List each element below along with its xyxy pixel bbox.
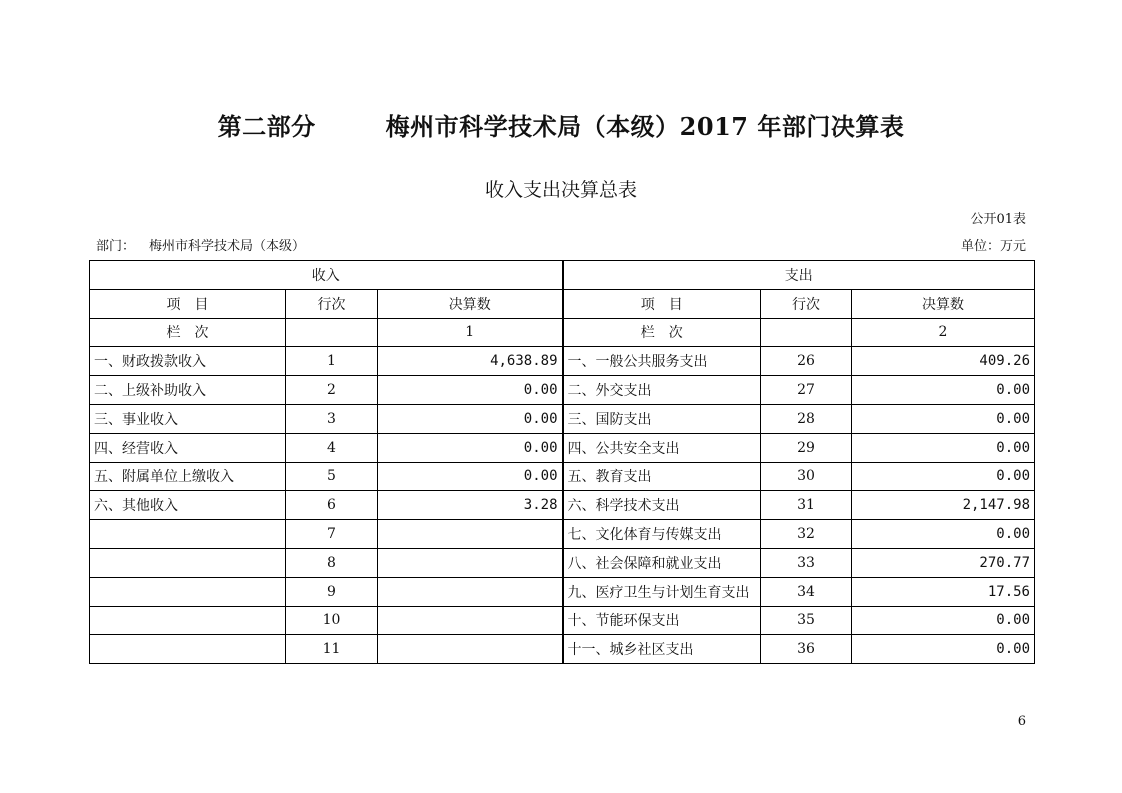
- group-header-row: [90, 261, 1035, 290]
- expense-amount: 17.56: [852, 577, 1035, 606]
- expense-row-no: 36: [761, 635, 852, 664]
- income-row-no: 9: [286, 577, 378, 606]
- income-item: 四、经营收入: [90, 433, 286, 462]
- income-item: 三、事业收入: [90, 404, 286, 433]
- expense-row-no: 27: [761, 376, 852, 405]
- expense-amount: 0.00: [852, 376, 1035, 405]
- expense-row-no: 26: [761, 347, 852, 376]
- income-item: [90, 606, 286, 635]
- income-column-label: 栏 次: [90, 318, 286, 347]
- column-index-row: [90, 318, 1035, 347]
- department-line: [96, 235, 305, 254]
- income-amount: 0.00: [378, 404, 563, 433]
- income-row-no: 10: [286, 606, 378, 635]
- title-name: 梅州市科学技术局（本级）2017 年部门决算表: [385, 112, 905, 141]
- expense-amount: 0.00: [852, 635, 1035, 664]
- title-part: 第二部分: [217, 112, 316, 141]
- expense-item: 四、公共安全支出: [563, 433, 761, 462]
- table-row: [90, 462, 1035, 491]
- expense-row-no: 32: [761, 520, 852, 549]
- income-amount: 0.00: [378, 433, 563, 462]
- table-row: [90, 376, 1035, 405]
- income-group-header: 收入: [90, 261, 563, 290]
- income-item: [90, 520, 286, 549]
- department-label: 部门：: [96, 239, 136, 254]
- expense-column-blank: [761, 318, 852, 347]
- income-row-no: 2: [286, 376, 378, 405]
- expense-row-no: 30: [761, 462, 852, 491]
- income-amount: 0.00: [378, 462, 563, 491]
- expense-amount: 270.77: [852, 548, 1035, 577]
- income-item: 一、财政拨款收入: [90, 347, 286, 376]
- department-value: 梅州市科学技术局（本级）: [149, 239, 306, 254]
- income-amount: [378, 606, 563, 635]
- table-row: [90, 491, 1035, 520]
- table-row: [90, 433, 1035, 462]
- income-item: [90, 548, 286, 577]
- expense-amount: 409.26: [852, 347, 1035, 376]
- expense-row-no-header: 行次: [761, 289, 852, 318]
- expense-item: 十、节能环保支出: [563, 606, 761, 635]
- table-row: [90, 548, 1035, 577]
- income-column-blank: [286, 318, 378, 347]
- income-item: 二、上级补助收入: [90, 376, 286, 405]
- income-column-index: 1: [378, 318, 563, 347]
- income-expense-table: [89, 260, 1035, 664]
- income-row-no: 3: [286, 404, 378, 433]
- expense-amount: 0.00: [852, 606, 1035, 635]
- page-number: 6: [1017, 714, 1026, 729]
- table-subtitle: 收入支出决算总表: [484, 179, 637, 201]
- income-amount: [378, 548, 563, 577]
- expense-item: 二、外交支出: [563, 376, 761, 405]
- income-item: 五、附属单位上缴收入: [90, 462, 286, 491]
- expense-item: 九、医疗卫生与计划生育支出: [563, 577, 761, 606]
- expense-amount-header: 决算数: [852, 289, 1035, 318]
- income-row-no: 8: [286, 548, 378, 577]
- expense-amount: 0.00: [852, 462, 1035, 491]
- form-number: 公开01表: [970, 212, 1026, 227]
- expense-row-no: 29: [761, 433, 852, 462]
- page-title: [0, 107, 1122, 142]
- table-row: [90, 606, 1035, 635]
- expense-item: 一、一般公共服务支出: [563, 347, 761, 376]
- table-row: [90, 347, 1035, 376]
- income-amount-header: 决算数: [378, 289, 563, 318]
- expense-item: 三、国防支出: [563, 404, 761, 433]
- expense-amount: 2,147.98: [852, 491, 1035, 520]
- expense-row-no: 35: [761, 606, 852, 635]
- expense-item: 五、教育支出: [563, 462, 761, 491]
- income-amount: [378, 635, 563, 664]
- income-amount: 4,638.89: [378, 347, 563, 376]
- expense-item: 十一、城乡社区支出: [563, 635, 761, 664]
- expense-row-no: 31: [761, 491, 852, 520]
- column-header-row: [90, 289, 1035, 318]
- income-amount: [378, 520, 563, 549]
- expense-amount: 0.00: [852, 433, 1035, 462]
- income-item: [90, 577, 286, 606]
- expense-group-header: 支出: [563, 261, 1035, 290]
- income-row-no: 6: [286, 491, 378, 520]
- table-row: [90, 520, 1035, 549]
- expense-item: 七、文化体育与传媒支出: [563, 520, 761, 549]
- income-row-no: 11: [286, 635, 378, 664]
- income-row-no-header: 行次: [286, 289, 378, 318]
- table-row: [90, 577, 1035, 606]
- expense-row-no: 28: [761, 404, 852, 433]
- expense-amount: 0.00: [852, 520, 1035, 549]
- expense-row-no: 34: [761, 577, 852, 606]
- expense-item: 六、科学技术支出: [563, 491, 761, 520]
- income-item: 六、其他收入: [90, 491, 286, 520]
- income-row-no: 4: [286, 433, 378, 462]
- income-row-no: 1: [286, 347, 378, 376]
- expense-amount: 0.00: [852, 404, 1035, 433]
- income-amount: 3.28: [378, 491, 563, 520]
- table-row: [90, 404, 1035, 433]
- expense-item-header: 项 目: [563, 289, 761, 318]
- unit-label: 单位：万元: [960, 239, 1026, 254]
- expense-column-index: 2: [852, 318, 1035, 347]
- expense-row-no: 33: [761, 548, 852, 577]
- table-row: [90, 635, 1035, 664]
- income-amount: [378, 577, 563, 606]
- income-item-header: 项 目: [90, 289, 286, 318]
- income-amount: 0.00: [378, 376, 563, 405]
- income-row-no: 5: [286, 462, 378, 491]
- expense-column-label: 栏 次: [563, 318, 761, 347]
- income-row-no: 7: [286, 520, 378, 549]
- income-item: [90, 635, 286, 664]
- expense-item: 八、社会保障和就业支出: [563, 548, 761, 577]
